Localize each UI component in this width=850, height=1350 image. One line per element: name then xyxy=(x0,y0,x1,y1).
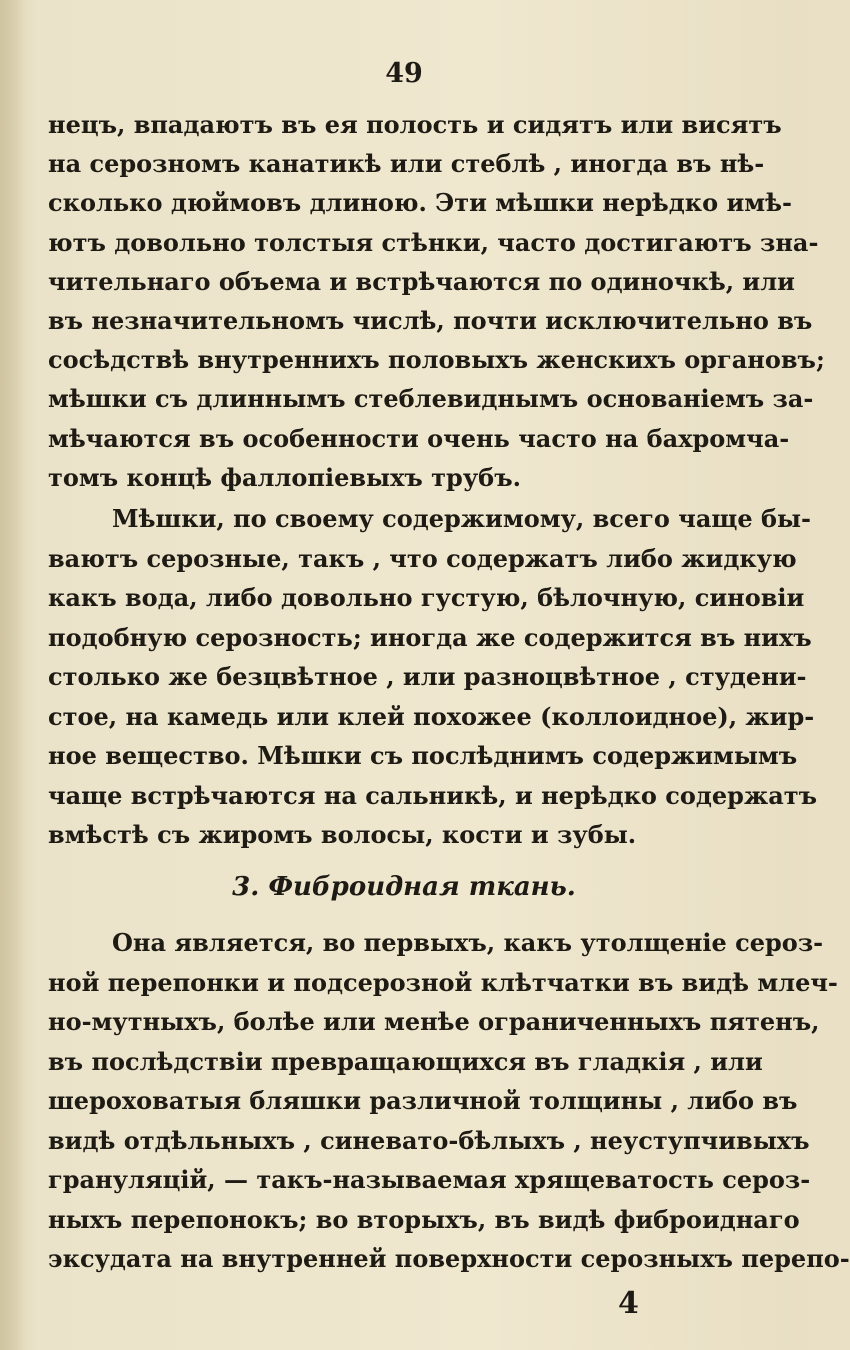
text-line: шероховатыя бляшки различной толщины , либо въ xyxy=(48,1086,798,1115)
text-line: ныхъ перепонокъ; во вторыхъ, въ видѣ фиброиднаго xyxy=(48,1204,800,1234)
page-number: 49 xyxy=(385,58,423,89)
text-line: мѣшки съ длиннымъ стеблевиднымъ основанiемъ за- xyxy=(48,384,814,414)
text-line: чительнаго объема и встрѣчаются по одиночкѣ, или xyxy=(48,266,795,296)
text-line: эксудата на внутренней поверхности серозныхъ перепо- xyxy=(48,1244,850,1273)
text-line: но-мутныхъ, болѣе или менѣе ограниченныхъ пятенъ, xyxy=(48,1007,820,1036)
section-heading: 3. Фиброидная ткань. xyxy=(232,872,576,902)
text-line: какъ вода, либо довольно густую, бѣлочную, синовiи xyxy=(48,583,805,612)
text-line: ное вещество. Мѣшки съ послѣднимъ содержимымъ xyxy=(48,741,798,770)
text-line: Мѣшки, по своему содержимому, всего чаще бы- xyxy=(112,504,811,533)
text-line: чаще встрѣчаются на сальникѣ, и нерѣдко содержатъ xyxy=(48,780,818,810)
text-line: ной перепонки и подсерозной клѣтчатки въ видѣ млеч- xyxy=(48,967,838,997)
text-line: подобную серозность; иногда же содержится въ нихъ xyxy=(48,622,812,652)
text-line: ютъ довольно толстыя стѣнки, часто достигаютъ зна- xyxy=(48,227,819,257)
text-line: томъ концѣ фаллопiевыхъ трубъ. xyxy=(48,462,521,492)
text-line: вмѣстѣ съ жиромъ волосы, кости и зубы. xyxy=(48,820,637,849)
text-line: грануляцiй, — такъ-называемая хрящеватость сероз- xyxy=(48,1165,811,1194)
page-gutter-shadow xyxy=(0,0,26,1350)
text-line: въ послѣдствiи превращающихся въ гладкiя , или xyxy=(48,1046,763,1076)
text-line: сколько дюймовъ длиною. Эти мѣшки нерѣдко имѣ- xyxy=(48,188,792,218)
text-line: стое, на камедь или клей похожее (коллоидное), жир- xyxy=(48,701,815,731)
text-line: въ незначительномъ числѣ, почти исключительно въ xyxy=(48,306,813,335)
text-line: столько же безцвѣтное , или разноцвѣтное , студени- xyxy=(48,662,807,691)
signature-mark: 4 xyxy=(618,1286,639,1321)
text-line: на серозномъ канатикѣ или стеблѣ , иногда въ нѣ- xyxy=(48,149,765,179)
text-line: мѣчаются въ особенности очень часто на бахромча- xyxy=(48,423,790,453)
text-line: ваютъ серозные, такъ , что содержатъ либо жидкую xyxy=(48,543,797,573)
text-line: нецъ, впадаютъ въ ея полость и сидятъ или висятъ xyxy=(48,110,782,139)
text-line: видѣ отдѣльныхъ , синевато-бѣлыхъ , неуступчивыхъ xyxy=(48,1125,810,1155)
text-line: Она является, во первыхъ, какъ утолщенiе сероз- xyxy=(112,928,824,957)
text-line: сосѣдствѣ внутреннихъ половыхъ женскихъ органовъ; xyxy=(48,345,825,375)
